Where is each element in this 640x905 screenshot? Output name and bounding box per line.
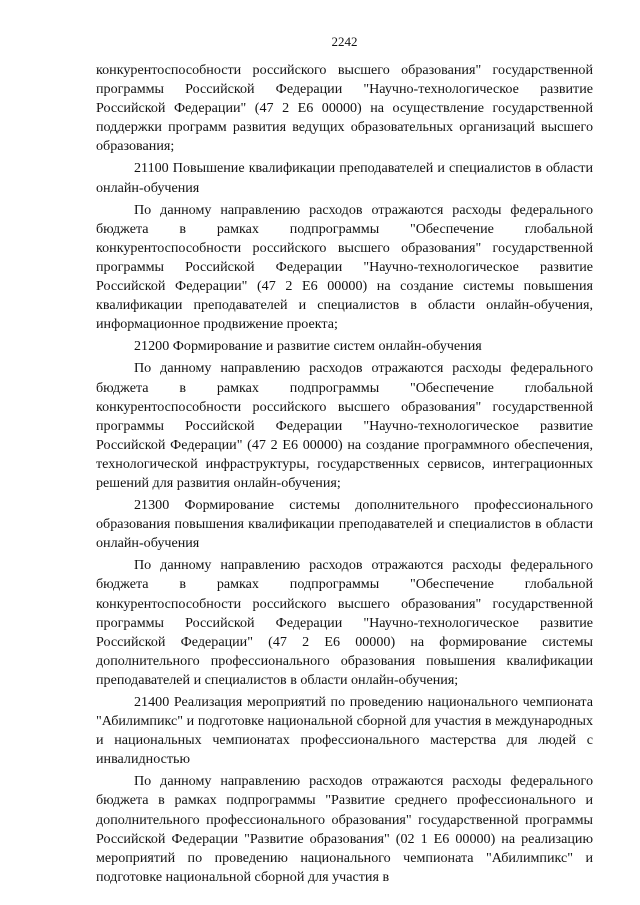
paragraph-21300: По данному направлению расходов отражаются расходы федерального бюджета в рамках подпрограммы "Обеспечение глобальной конкурентоспособности российского высшего образования" государственной программы Российской Федерации "Научно-технологическое развитие Российской Федерации" (47 2 Е6 00000) на формирование системы дополнительного профессионального образования повышения квалификации преподавателей и специалистов в области онлайн-обучения; (96, 557, 593, 688)
paragraph-21200: По данному направлению расходов отражаются расходы федерального бюджета в рамках подпрограммы "Обеспечение глобальной конкурентоспособности российского высшего образования" государственной программы Российской Федерации "Научно-технологическое развитие Российской Федерации" (47 2 Е6 00000) на создание программного обеспечения, технологической инфраструктуры, государственных сервисов, интеграционных решений для развития онлайн-обучения; (96, 360, 593, 491)
section-heading-21200: 21200 Формирование и развитие систем онлайн-обучения (134, 338, 482, 355)
page-number: 2242 (331, 34, 358, 49)
paragraph-continuation: конкурентоспособности российского высшего образования" государственной программы Российской Федерации "Научно-технологическое развитие Российской Федерации" (47 2 Е6 00000) на осуществление государственной поддержки программ развития ведущих образовательных организаций высшего образования; (96, 62, 593, 155)
paragraph-21400: По данному направлению расходов отражаются расходы федерального бюджета в рамках подпрограммы "Развитие среднего профессионального и дополнительного профессионального образования" государственной программы Российской Федерации "Развитие образования" (02 1 Е6 00000) на реализацию мероприятий по проведению национального чемпионата "Абилимпикс" и подготовке национальной сборной для участия в (96, 773, 593, 885)
document-body (96, 61, 593, 887)
section-heading-21300: 21300 Формирование системы дополнительного профессионального образования повышения квалификации преподавателей и специалистов в области онлайн-обучения (96, 497, 593, 552)
section-heading-21100: 21100 Повышение квалификации преподавателей и специалистов в области онлайн-обучения (96, 160, 593, 196)
paragraph-21100: По данному направлению расходов отражаются расходы федерального бюджета в рамках подпрограммы "Обеспечение глобальной конкурентоспособности российского высшего образования" государственной программы Российской Федерации "Научно-технологическое развитие Российской Федерации" (47 2 Е6 00000) на создание системы повышения квалификации преподавателей и специалистов в области онлайн-обучения, информационное продвижение проекта; (96, 201, 593, 333)
section-heading-21400: 21400 Реализация мероприятий по проведению национального чемпионата "Абилимпикс" и подготовке национальной сборной для участия в международных и национальных чемпионатах профессионального мастерства для людей с инвалидностью (96, 694, 593, 768)
